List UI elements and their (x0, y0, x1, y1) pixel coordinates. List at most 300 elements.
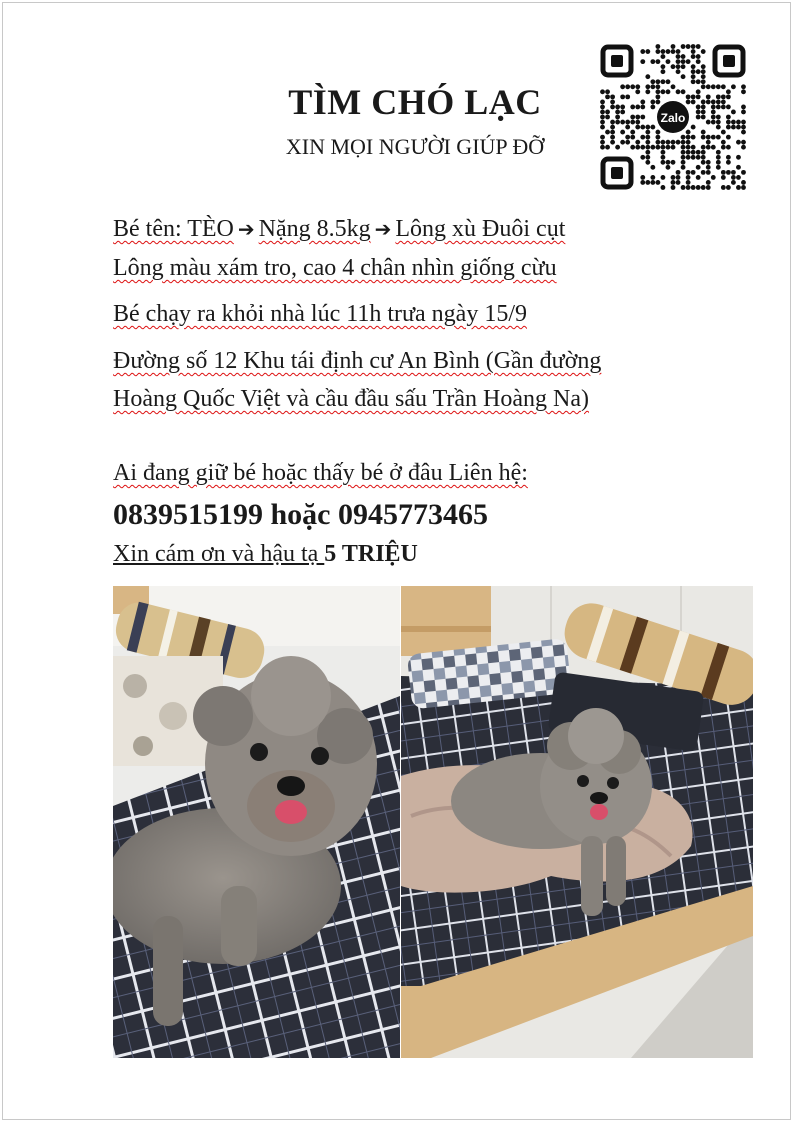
qr-module (701, 110, 706, 115)
qr-module (635, 115, 640, 120)
qr-module (676, 175, 681, 180)
qr-module (716, 105, 721, 110)
qr-module (650, 59, 655, 64)
qr-module (600, 110, 605, 115)
qr-module (640, 175, 645, 180)
detail-line-4: Đường số 12 Khu tái định cư An Bình (Gần đường (113, 348, 602, 374)
qr-module (701, 135, 706, 140)
qr-module (645, 125, 650, 130)
dog-name: Bé tên: TÈO (113, 216, 234, 242)
qr-module (605, 130, 610, 135)
qr-module (615, 115, 620, 120)
qr-module (696, 185, 701, 190)
qr-module (716, 160, 721, 165)
qr-module (696, 165, 701, 170)
qr-module (691, 54, 696, 59)
qr-module (620, 110, 625, 115)
qr-module (701, 115, 706, 120)
qr-module (640, 155, 645, 160)
qr-module (620, 105, 625, 110)
qr-module (650, 180, 655, 185)
qr-module (696, 105, 701, 110)
qr-module (645, 130, 650, 135)
qr-module (640, 135, 645, 140)
qr-module (731, 170, 736, 175)
qr-module (691, 74, 696, 79)
qr-module (701, 155, 706, 160)
qr-code-icon (600, 44, 746, 190)
thanks-text: Xin cám ơn và hậu tạ (113, 541, 325, 567)
qr-module (645, 140, 650, 145)
dog-on-bed-photo-icon (401, 586, 753, 1058)
qr-module (630, 135, 635, 140)
qr-module (600, 125, 605, 130)
qr-module (736, 140, 741, 145)
qr-module (676, 64, 681, 69)
qr-module (701, 79, 706, 84)
qr-module (691, 44, 696, 49)
qr-module (650, 105, 655, 110)
qr-module (691, 125, 696, 130)
qr-module (736, 120, 741, 125)
qr-module (691, 185, 696, 190)
poster-title: TÌM CHÓ LẠC (288, 82, 542, 122)
qr-module (701, 160, 706, 165)
qr-module (650, 84, 655, 89)
qr-module (635, 120, 640, 125)
qr-module (741, 105, 746, 110)
qr-module (676, 140, 681, 145)
qr-module (605, 145, 610, 150)
qr-module (741, 110, 746, 115)
qr-module (701, 145, 706, 150)
qr-module (666, 49, 671, 54)
qr-module (650, 175, 655, 180)
qr-module (625, 120, 630, 125)
qr-module (610, 135, 615, 140)
qr-module (605, 89, 610, 94)
qr-module (645, 145, 650, 150)
qr-module (706, 120, 711, 125)
qr-module (701, 64, 706, 69)
qr-module (661, 49, 666, 54)
qr-module (721, 185, 726, 190)
dog-weight: Nặng 8.5kg (258, 216, 371, 242)
qr-module (731, 110, 736, 115)
qr-module (691, 94, 696, 99)
qr-module (696, 89, 701, 94)
qr-module (600, 99, 605, 104)
qr-module (706, 99, 711, 104)
qr-module (706, 84, 711, 89)
qr-module (726, 155, 731, 160)
qr-module (655, 59, 660, 64)
qr-module (681, 150, 686, 155)
qr-module (671, 140, 676, 145)
dog-photo-right (401, 586, 753, 1058)
qr-module (640, 145, 645, 150)
qr-module (676, 69, 681, 74)
qr-module (620, 130, 625, 135)
qr-module (666, 79, 671, 84)
qr-module (696, 175, 701, 180)
qr-module (676, 54, 681, 59)
qr-module (676, 89, 681, 94)
qr-module (686, 135, 691, 140)
qr-module (691, 150, 696, 155)
qr-module (691, 69, 696, 74)
qr-module (661, 150, 666, 155)
qr-module (716, 115, 721, 120)
reward-line (113, 539, 418, 569)
qr-module (736, 165, 741, 170)
qr-module (600, 135, 605, 140)
qr-module (701, 49, 706, 54)
qr-module (741, 180, 746, 185)
qr-module (696, 110, 701, 115)
qr-module (645, 160, 650, 165)
qr-module (726, 170, 731, 175)
qr-module (625, 125, 630, 130)
qr-module (721, 84, 726, 89)
qr-module (640, 49, 645, 54)
qr-module (681, 135, 686, 140)
qr-module (681, 155, 686, 160)
qr-module (620, 120, 625, 125)
qr-module (655, 135, 660, 140)
qr-module (645, 89, 650, 94)
qr-module (681, 59, 686, 64)
arrow-right-icon: ➔ (374, 217, 392, 241)
qr-module (671, 160, 676, 165)
qr-module (676, 170, 681, 175)
qr-module (655, 49, 660, 54)
qr-module (716, 150, 721, 155)
qr-module (645, 150, 650, 155)
detail-line-1 (113, 214, 565, 244)
qr-module (686, 59, 691, 64)
qr-module (635, 145, 640, 150)
qr-module (605, 115, 610, 120)
qr-module (650, 165, 655, 170)
qr-module (706, 170, 711, 175)
qr-module (655, 84, 660, 89)
qr-module (686, 140, 691, 145)
qr-module (650, 79, 655, 84)
qr-module (681, 160, 686, 165)
qr-module (666, 89, 671, 94)
qr-module (681, 185, 686, 190)
qr-module (726, 105, 731, 110)
qr-module (731, 84, 736, 89)
qr-module (716, 125, 721, 130)
qr-module (691, 155, 696, 160)
qr-module (711, 84, 716, 89)
qr-module (686, 170, 691, 175)
qr-module (600, 120, 605, 125)
contact-prompt: Ai đang giữ bé hoặc thấy bé ở đâu Liên hệ: (113, 460, 528, 486)
qr-module (676, 49, 681, 54)
qr-module (696, 54, 701, 59)
qr-module (635, 89, 640, 94)
qr-module (741, 145, 746, 150)
qr-module (661, 54, 666, 59)
qr-module (655, 44, 660, 49)
qr-module (630, 120, 635, 125)
qr-module (731, 175, 736, 180)
qr-module (731, 120, 736, 125)
qr-module (625, 84, 630, 89)
qr-module (640, 125, 645, 130)
qr-module (711, 145, 716, 150)
qr-module (706, 180, 711, 185)
qr-module (731, 125, 736, 130)
qr-module (655, 94, 660, 99)
qr-module (671, 49, 676, 54)
qr-module (676, 59, 681, 64)
qr-module (711, 115, 716, 120)
qr-module (686, 185, 691, 190)
qr-module (721, 175, 726, 180)
qr-module (711, 135, 716, 140)
qr-module (620, 84, 625, 89)
qr-module (696, 155, 701, 160)
qr-module (605, 94, 610, 99)
qr-module (736, 155, 741, 160)
detail-line-5: Hoàng Quốc Việt và cầu đầu sấu Trần Hoàng Na) (113, 386, 590, 412)
qr-module (696, 44, 701, 49)
qr-module (696, 79, 701, 84)
qr-module (741, 84, 746, 89)
qr-module (671, 84, 676, 89)
qr-module (741, 89, 746, 94)
qr-module (671, 145, 676, 150)
qr-module (731, 180, 736, 185)
qr-module (681, 165, 686, 170)
qr-module (686, 44, 691, 49)
qr-module (635, 105, 640, 110)
qr-module (681, 54, 686, 59)
zalo-qr-code[interactable] (600, 44, 746, 190)
qr-module (615, 105, 620, 110)
qr-module (645, 180, 650, 185)
qr-module (701, 99, 706, 104)
qr-module (726, 145, 731, 150)
contact-phones[interactable]: 0839515199 hoặc 0945773465 (113, 498, 488, 531)
qr-module (726, 120, 731, 125)
qr-module (696, 150, 701, 155)
qr-module (681, 44, 686, 49)
qr-module (741, 120, 746, 125)
qr-module (645, 74, 650, 79)
arrow-right-icon: ➔ (237, 217, 255, 241)
qr-module (630, 115, 635, 120)
qr-module (630, 145, 635, 150)
qr-module (726, 94, 731, 99)
qr-module (671, 185, 676, 190)
qr-module (640, 180, 645, 185)
qr-module (630, 130, 635, 135)
qr-module (701, 84, 706, 89)
qr-module (650, 99, 655, 104)
qr-module (711, 99, 716, 104)
qr-module (661, 175, 666, 180)
qr-module (701, 170, 706, 175)
qr-module (706, 165, 711, 170)
qr-module (701, 150, 706, 155)
qr-module (661, 89, 666, 94)
qr-module (696, 69, 701, 74)
qr-module (706, 185, 711, 190)
qr-module (691, 64, 696, 69)
qr-module (686, 155, 691, 160)
qr-module (655, 180, 660, 185)
qr-module (645, 135, 650, 140)
qr-module (726, 185, 731, 190)
qr-module (691, 170, 696, 175)
qr-module (620, 140, 625, 145)
qr-module (661, 64, 666, 69)
qr-module (716, 99, 721, 104)
qr-module (610, 120, 615, 125)
qr-module (741, 185, 746, 190)
qr-module (701, 105, 706, 110)
qr-module (716, 165, 721, 170)
qr-module (711, 120, 716, 125)
qr-module (681, 145, 686, 150)
reward-amount: 5 TRIỆU (324, 541, 418, 567)
qr-module (691, 145, 696, 150)
qr-module (721, 94, 726, 99)
qr-module (655, 79, 660, 84)
qr-module (721, 145, 726, 150)
qr-module (706, 94, 711, 99)
qr-module (661, 69, 666, 74)
qr-module (686, 145, 691, 150)
qr-module (706, 140, 711, 145)
qr-module (696, 94, 701, 99)
qr-module (661, 79, 666, 84)
qr-module (610, 130, 615, 135)
qr-module (691, 79, 696, 84)
qr-module (696, 59, 701, 64)
qr-module (691, 99, 696, 104)
qr-module (726, 115, 731, 120)
qr-module (605, 110, 610, 115)
qr-module (681, 74, 686, 79)
qr-module (736, 175, 741, 180)
qr-module (671, 175, 676, 180)
qr-module (640, 59, 645, 64)
qr-module (630, 105, 635, 110)
qr-module (701, 69, 706, 74)
qr-module (640, 115, 645, 120)
qr-module (716, 135, 721, 140)
qr-module (716, 120, 721, 125)
qr-module (721, 105, 726, 110)
qr-module (681, 89, 686, 94)
qr-module (716, 94, 721, 99)
qr-module (610, 99, 615, 104)
detail-line-3: Bé chạy ra khỏi nhà lúc 11h trưa ngày 15/9 (113, 301, 527, 327)
qr-module (645, 84, 650, 89)
qr-module (691, 135, 696, 140)
qr-module (655, 145, 660, 150)
qr-module (721, 130, 726, 135)
qr-module (655, 140, 660, 145)
qr-module (645, 155, 650, 160)
qr-module (610, 125, 615, 130)
qr-module (600, 89, 605, 94)
qr-module (721, 140, 726, 145)
qr-module (666, 160, 671, 165)
qr-module (676, 180, 681, 185)
qr-module (655, 89, 660, 94)
qr-module (661, 185, 666, 190)
qr-module (701, 185, 706, 190)
qr-module (686, 180, 691, 185)
dog-photo-left (113, 586, 400, 1058)
qr-module (721, 99, 726, 104)
dog-features: Lông xù Đuôi cụt (395, 216, 566, 242)
qr-module (615, 110, 620, 115)
qr-module (650, 145, 655, 150)
qr-module (716, 84, 721, 89)
qr-module (691, 49, 696, 54)
qr-module (610, 105, 615, 110)
qr-module (666, 145, 671, 150)
qr-module (600, 145, 605, 150)
qr-module (630, 84, 635, 89)
qr-module (741, 130, 746, 135)
qr-module (711, 175, 716, 180)
qr-module (635, 140, 640, 145)
qr-module (681, 64, 686, 69)
qr-module (706, 160, 711, 165)
qr-module (741, 125, 746, 130)
qr-module (671, 180, 676, 185)
poster-subtitle: XIN MỌI NGƯỜI GIÚP ĐỠ (285, 134, 545, 159)
qr-module (620, 94, 625, 99)
qr-module (625, 140, 630, 145)
qr-module (741, 140, 746, 145)
qr-module (716, 155, 721, 160)
zalo-logo-text: Zalo (660, 111, 686, 125)
qr-module (726, 135, 731, 140)
qr-module (726, 89, 731, 94)
qr-module (640, 99, 645, 104)
qr-module (635, 84, 640, 89)
qr-module (701, 130, 706, 135)
detail-line-2: Lông màu xám tro, cao 4 chân nhìn giống cừu (113, 255, 557, 281)
qr-module (666, 140, 671, 145)
qr-module (661, 145, 666, 150)
qr-module (610, 94, 615, 99)
qr-module (600, 105, 605, 110)
qr-module (600, 140, 605, 145)
qr-module (686, 94, 691, 99)
qr-module (600, 115, 605, 120)
qr-module (640, 105, 645, 110)
qr-module (635, 125, 640, 130)
qr-module (696, 115, 701, 120)
qr-module (701, 74, 706, 79)
qr-module (661, 155, 666, 160)
qr-module (726, 125, 731, 130)
qr-module (615, 120, 620, 125)
qr-module (661, 160, 666, 165)
qr-module (681, 140, 686, 145)
